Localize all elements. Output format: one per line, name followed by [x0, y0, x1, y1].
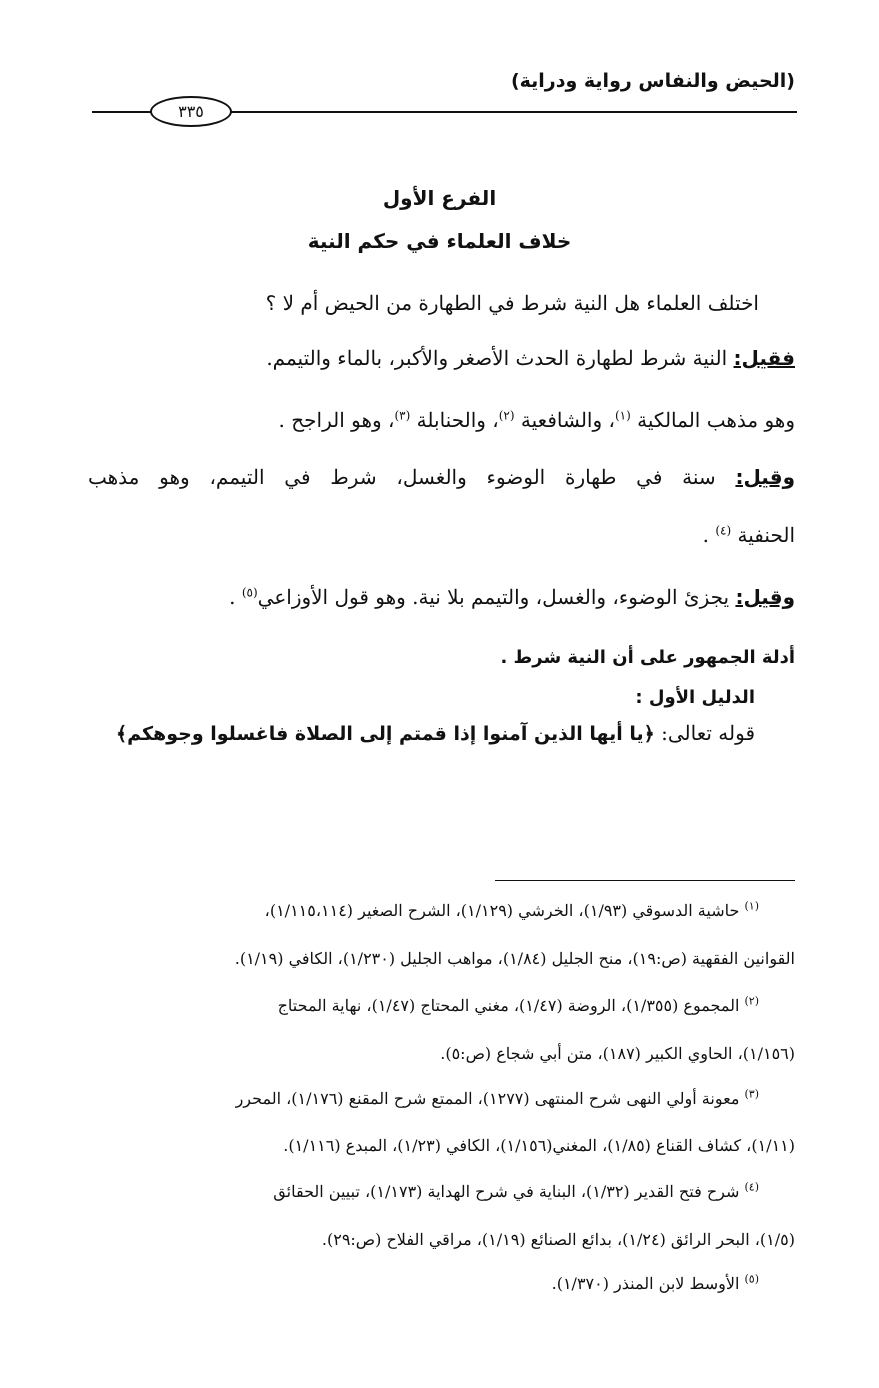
opinion-2-text: سنة في طهارة الوضوء والغسل، شرط في التيمم، وهو مذهب: [88, 465, 736, 489]
footnote-ref-1[interactable]: (١): [614, 408, 631, 423]
first-evidence-heading: الدليل الأول :: [635, 687, 755, 708]
intro-text: اختلف العلماء هل النية شرط في الطهارة من الحيض أم لا ؟: [265, 291, 759, 315]
footnote-separator: [495, 880, 795, 881]
opinion-3-lead: وقيل:: [735, 585, 795, 609]
evidence-title: أدلة الجمهور على أن النية شرط .: [500, 647, 795, 668]
footnote-ref-4[interactable]: (٤): [715, 523, 732, 538]
quran-verse: ﴿يا أيها الذين آمنوا إذا قمتم إلى الصلاة فاغسلوا وجوهكم﴾: [115, 723, 655, 745]
verse-line: [88, 719, 755, 748]
opinion-3: [88, 583, 795, 611]
footnote-ref-3[interactable]: (٣): [394, 408, 411, 423]
footnote-1-line-2: القوانين الفقهية (ص:١٩)، منح الجليل (١/٨٤)، مواهب الجليل (١/٢٣٠)، الكافي (١/١٩).: [234, 949, 795, 968]
footnote-1-number: (١): [744, 899, 759, 913]
opinion-2-continued: [88, 521, 795, 549]
opinion-2-end: .: [702, 523, 716, 547]
opinion-2-cont-text: الحنفية: [731, 523, 795, 547]
footnote-3-line-1: معونة أولي النهى شرح المنتهى (١٢٧٧)، الممتع شرح المقنع (١/١٧٦)، المحرر: [235, 1089, 740, 1108]
footnote-4: [88, 1180, 759, 1204]
section-heading: الفرع الأول: [382, 186, 497, 210]
footnote-4-cont: [88, 1228, 795, 1252]
madhhab-text-d: ، وهو الراجح .: [278, 408, 395, 432]
footnote-3-number: (٣): [744, 1087, 759, 1101]
footnote-2: [88, 994, 759, 1018]
opinion-2-lead: وقيل:: [735, 465, 795, 489]
footnote-2-number: (٢): [744, 994, 759, 1008]
footnote-ref-2[interactable]: (٢): [498, 408, 515, 423]
opinion-3-text: يجزئ الوضوء، والغسل، والتيمم بلا نية. وهو قول الأوزاعي: [257, 585, 736, 609]
footnote-3-line-2: (١/١١)، كشاف القناع (١/٨٥)، المغني(١/١٥٦)، الكافي (١/٢٣)، المبدع (١/١١٦).: [283, 1136, 795, 1155]
footnote-4-number: (٤): [744, 1180, 759, 1194]
footnote-5-line-1: الأوسط لابن المنذر (١/٣٧٠).: [551, 1274, 740, 1293]
footnote-4-line-1: شرح فتح القدير (١/٣٢)، البناية في شرح الهداية (١/١٧٣)، تبيين الحقائق: [273, 1182, 740, 1201]
page-number-text: ٣٣٥: [178, 102, 204, 121]
opinion-2: [88, 463, 795, 491]
footnote-2-line-2: (١/١٥٦)، الحاوي الكبير (١٨٧)، متن أبي شجاع (ص:٥).: [440, 1044, 795, 1063]
intro-paragraph: [88, 289, 759, 317]
footnote-1-line-1: حاشية الدسوقي (١/٩٣)، الخرشي (١/١٢٩)، الشرح الصغير (١/١١٥،١١٤)،: [264, 901, 740, 920]
opinion-1: [88, 344, 795, 372]
footnote-5-number: (٥): [744, 1272, 759, 1286]
running-title: (الحيض والنفاس رواية ودراية): [510, 70, 795, 92]
opinion-3-end: .: [229, 585, 242, 609]
opinion-1-text: النية شرط لطهارة الحدث الأصغر والأكبر، بالماء والتيمم.: [266, 346, 734, 370]
footnote-1: [88, 899, 759, 923]
footnote-2-line-1: المجموع (١/٣٥٥)، الروضة (١/٤٧)، مغني المحتاج (١/٤٧)، نهاية المحتاج: [277, 996, 740, 1015]
madhhab-text-c: ، والحنابلة: [410, 408, 499, 432]
footnote-5: [88, 1272, 759, 1296]
section-subheading: خلاف العلماء في حكم النية: [307, 229, 572, 253]
madhhab-text-b: ، والشافعية: [514, 408, 615, 432]
footnote-3: [88, 1087, 759, 1111]
footnote-ref-5[interactable]: (٥): [241, 585, 258, 600]
madhhab-line: [88, 406, 795, 434]
opinion-1-lead: فقيل:: [733, 346, 795, 370]
footnote-3-cont: [88, 1134, 795, 1158]
verse-intro: قوله تعالى:: [654, 721, 755, 745]
footnote-2-cont: [88, 1042, 795, 1066]
footnote-1-cont: [88, 947, 795, 971]
madhhab-text-a: وهو مذهب المالكية: [630, 408, 795, 432]
footnote-4-line-2: (١/٥)، البحر الرائق (١/٢٤)، بدائع الصنائع (١/١٩)، مراقي الفلاح (ص:٢٩).: [321, 1230, 795, 1249]
page-number: [150, 96, 232, 127]
